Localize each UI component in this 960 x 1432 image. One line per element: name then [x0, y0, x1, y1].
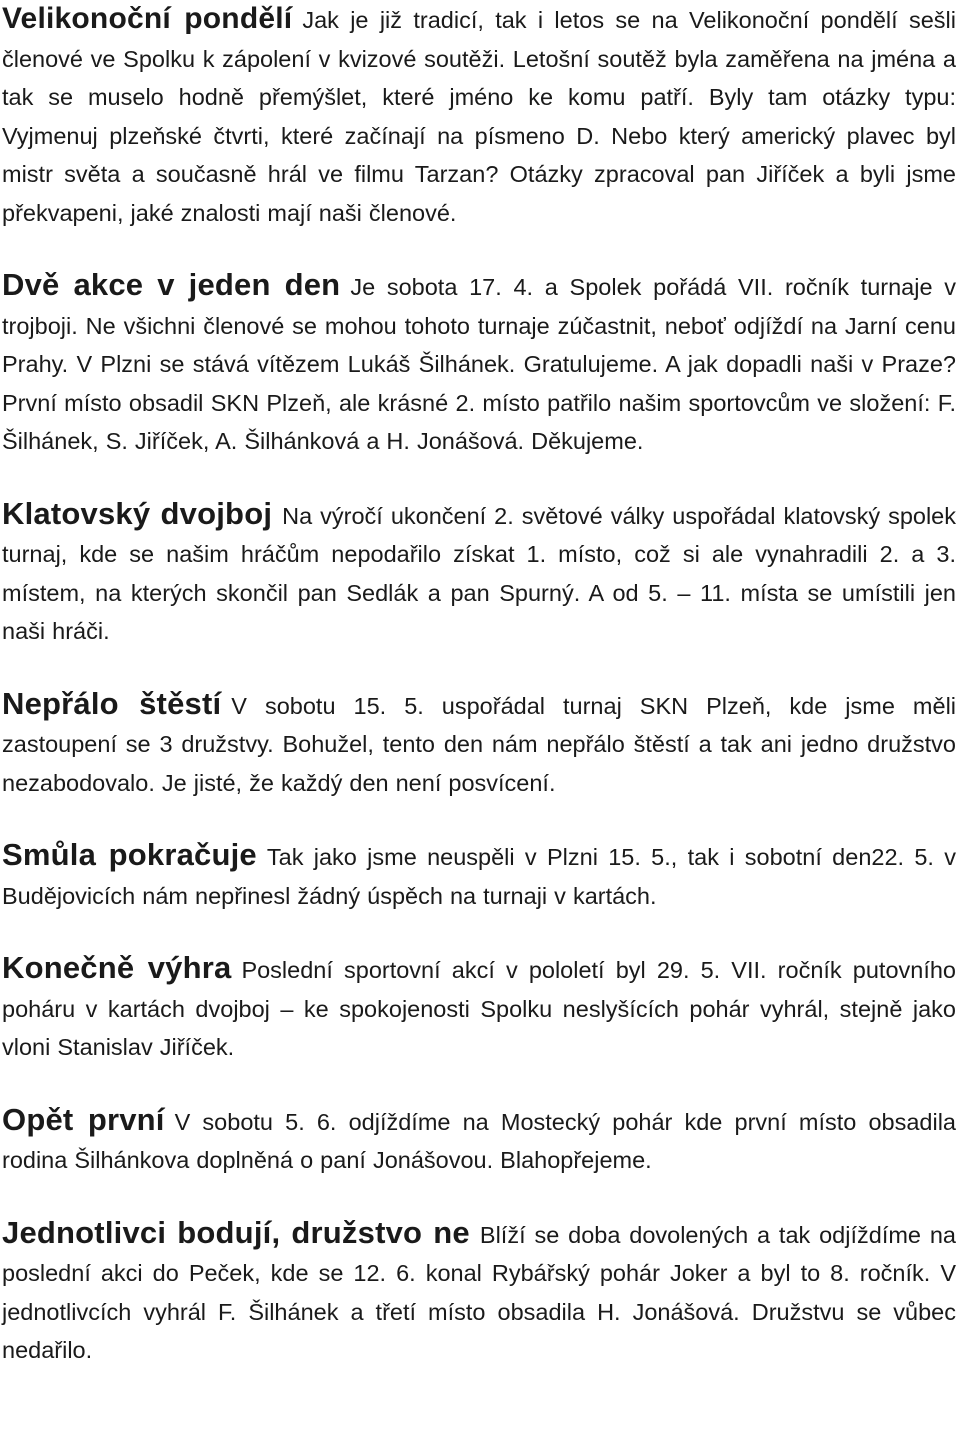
article-opet-prvni [2, 1101, 956, 1180]
article-headline: Klatovský dvojboj [2, 495, 273, 531]
article-smula-pokracuje [2, 836, 956, 915]
article-velikonocni-pondeli [2, 0, 956, 232]
article-klatovsky-dvojboj [2, 495, 956, 651]
article-headline: Smůla pokračuje [2, 837, 257, 872]
article-body: V sobotu 5. 6. odjíždíme na Mostecký pohár kde první místo obsadila rodina Šilhánkova doplněná o paní Jonášovou. Blahopřejeme. [2, 1108, 957, 1173]
article-dve-akce [2, 266, 956, 461]
article-headline: Dvě akce v jeden den [2, 267, 341, 302]
article-neprealo-stesti [2, 685, 956, 803]
article-jednotlivci-boduji [2, 1214, 956, 1370]
article-body: Blíží se doba dovolených a tak odjíždíme na poslední akci do Peček, kde se 12. 6. konal Rybářský pohár Joker a byl to 8. ročník. V jednotlivcích vyhrál F. Šilhánek a třetí místo obsadila H. Jonášová. Družstvu se vůbec nedařilo. [2, 1221, 956, 1363]
article-body: Na výročí ukončení 2. světové války uspořádal klatovský spolek turnaj, kde se našim hráčům nepodařilo získat 1. místo, což si ale vynahradili 2. a 3. místem, na kterých skončil pan Sedlák a pan Spurný. A od 5. – 11. místa se umístili jen naši hráči. [2, 502, 956, 644]
article-headline: Konečně výhra [2, 950, 232, 985]
article-body: Jak je již tradicí, tak i letos se na Velikonoční pondělí sešli členové ve Spolku k zápolení v kvizové soutěži. Letošní soutěž byla zaměřena na jména a tak se muselo hodně přemýšlet, které jméno ke komu patří. Byly tam otázky typu: Vyjmenuj plzeňské čtvrti, které začínají na písmeno D. Nebo který americký plavec byl mistr světa a současně hrál ve filmu Tarzan? Otázky zpracoval pan Jiříček a byli jsme překvapeni, jaké znalosti mají naši členové. [2, 7, 956, 226]
article-body: V sobotu 15. 5. uspořádal turnaj SKN Plzeň, kde jsme měli zastoupení se 3 družstvy. Bohužel, tento den nám nepřálo štěstí a tak ani jedno družstvo nezabodovalo. Je jisté, že každý den není posvícení. [2, 692, 957, 796]
article-headline: Velikonoční pondělí [2, 2, 293, 35]
article-headline: Nepřálo štěstí [2, 685, 222, 721]
article-headline: Jednotlivci bodují, družstvo ne [2, 1214, 470, 1250]
article-body: Poslední sportovní akcí v pololetí byl 29. 5. VII. ročník putovního poháru v kartách dvojboj – ke spokojenosti Spolku neslyšících pohár vyhrál, stejně jako vloni Stanislav Jiříček. [2, 957, 956, 1060]
article-konecne-vyhra [2, 949, 956, 1067]
article-headline: Opět první [2, 1101, 165, 1137]
newsletter-page [2, 0, 956, 1370]
article-body: Je sobota 17. 4. a Spolek pořádá VII. ročník turnaje v trojboji. Ne všichni členové se mohou tohoto turnaje zúčastnit, neboť odjíždí na Jarní cenu Prahy. V Plzni se stává vítězem Lukáš Šilhánek. Gratulujeme. A jak dopadli naši v Praze? První místo obsadil SKN Plzeň, ale krásné 2. místo patřilo našim sportovcům ve složení: F. Šilhánek, S. Jiříček, A. Šilhánková a H. Jonášová. Děkujeme. [2, 274, 956, 454]
article-body: Tak jako jsme neuspěli v Plzni 15. 5., tak i sobotní den22. 5. v Budějovicích nám nepřinesl žádný úspěch na turnaji v kartách. [2, 844, 957, 909]
